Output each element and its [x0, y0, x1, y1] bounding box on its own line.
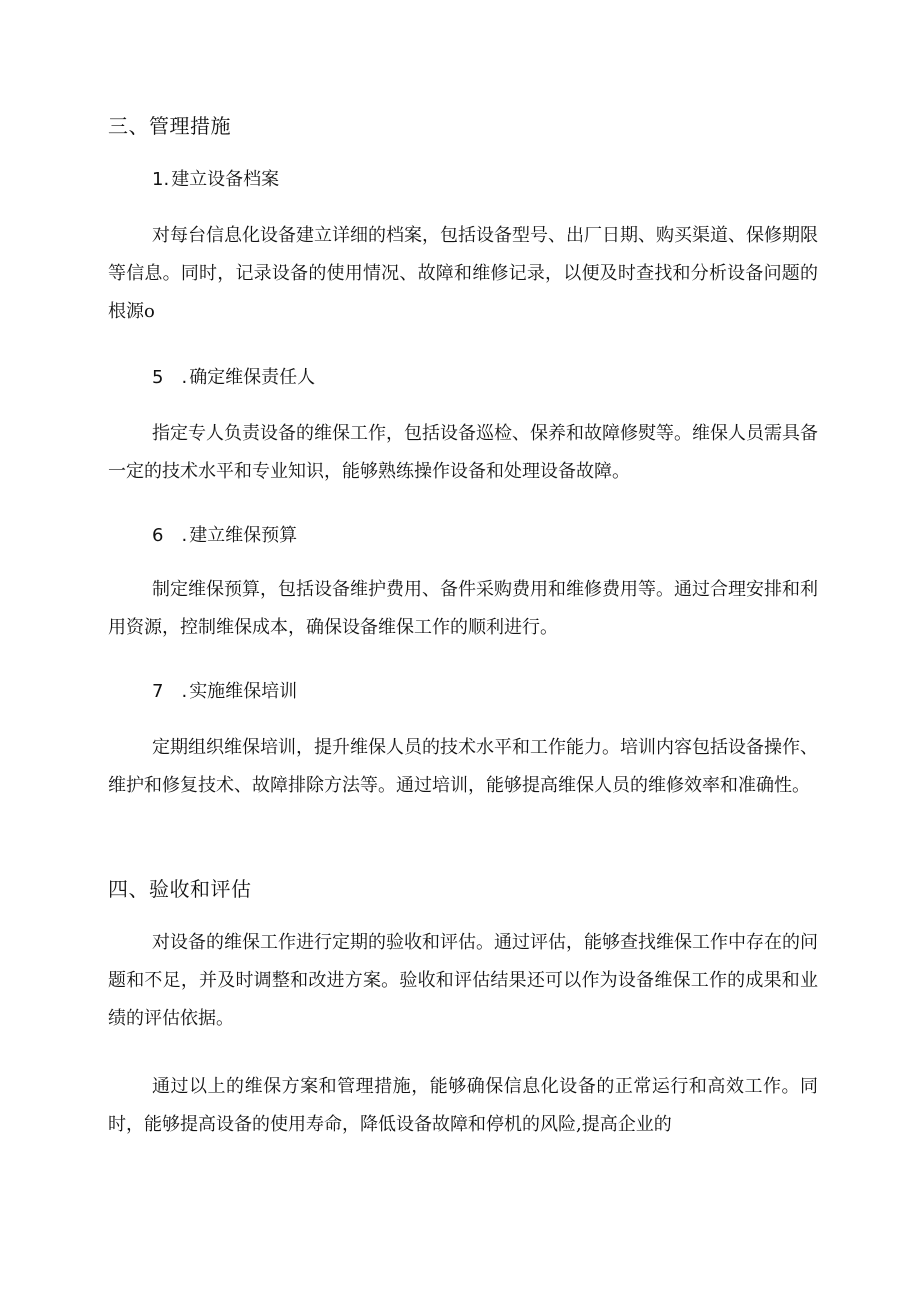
paragraph-text: 对每台信息化设备建立详细的档案，包括设备型号、出厂日期、购买渠道、保修期限等信息。同时，记录设备的使用情况、故障和维修记录，以便及时查找和分析设备问题的根源o: [108, 225, 818, 322]
section-heading-acceptance: [108, 877, 252, 901]
paragraph-text: 指定专人负责设备的维保工作，包括设备巡检、保养和故障修熨等。维保人员需具备一定的技术水平和专业知识，能够熟练操作设备和处理设备故障。: [108, 423, 818, 482]
section-heading-text: 三、管理措施: [108, 114, 231, 138]
paragraph-maintenance-budget: [108, 571, 818, 647]
subheading-text: 建立维保预算: [189, 525, 298, 546]
paragraph-maintenance-owner: [108, 415, 818, 491]
subheading-equipment-archive: [152, 168, 279, 192]
paragraph-text: 通过以上的维保方案和管理措施，能够确保信息化设备的正常运行和高效工作。同时，能够提高设备的使用寿命，降低设备故障和停机的风险,提高企业的: [108, 1076, 818, 1135]
subheading-text: 建立设备档案: [171, 169, 280, 190]
subheading-text: 确定维保责任人: [189, 367, 316, 388]
paragraph-maintenance-training: [108, 729, 818, 805]
section-heading-management: [108, 114, 231, 138]
subheading-maintenance-budget: [152, 524, 297, 548]
paragraph-text: 定期组织维保培训，提升维保人员的技术水平和工作能力。培训内容包括设备操作、维护和修复技术、故障排除方法等。通过培训，能够提高维保人员的维修效率和准确性。: [108, 737, 818, 796]
subheading-number: 1.: [152, 169, 170, 190]
paragraph-text: 制定维保预算，包括设备维护费用、备件采购费用和维修费用等。通过合理安排和利用资源，控制维保成本，确保设备维保工作的顺利进行。: [108, 579, 818, 638]
paragraph-equipment-archive: [108, 217, 818, 331]
subheading-maintenance-owner: [152, 366, 315, 390]
subheading-text: 实施维保培训: [189, 681, 298, 702]
subheading-number: 7 .: [152, 681, 188, 702]
paragraph-text: 对设备的维保工作进行定期的验收和评估。通过评估，能够查找维保工作中存在的问题和不足，并及时调整和改进方案。验收和评估结果还可以作为设备维保工作的成果和业绩的评估依据。: [108, 932, 818, 1029]
subheading-number: 5 .: [152, 367, 188, 388]
subheading-number: 6 .: [152, 525, 188, 546]
paragraph-closing: [108, 1068, 818, 1144]
subheading-maintenance-training: [152, 680, 297, 704]
paragraph-acceptance: [108, 924, 818, 1038]
section-heading-text: 四、验收和评估: [108, 877, 252, 901]
